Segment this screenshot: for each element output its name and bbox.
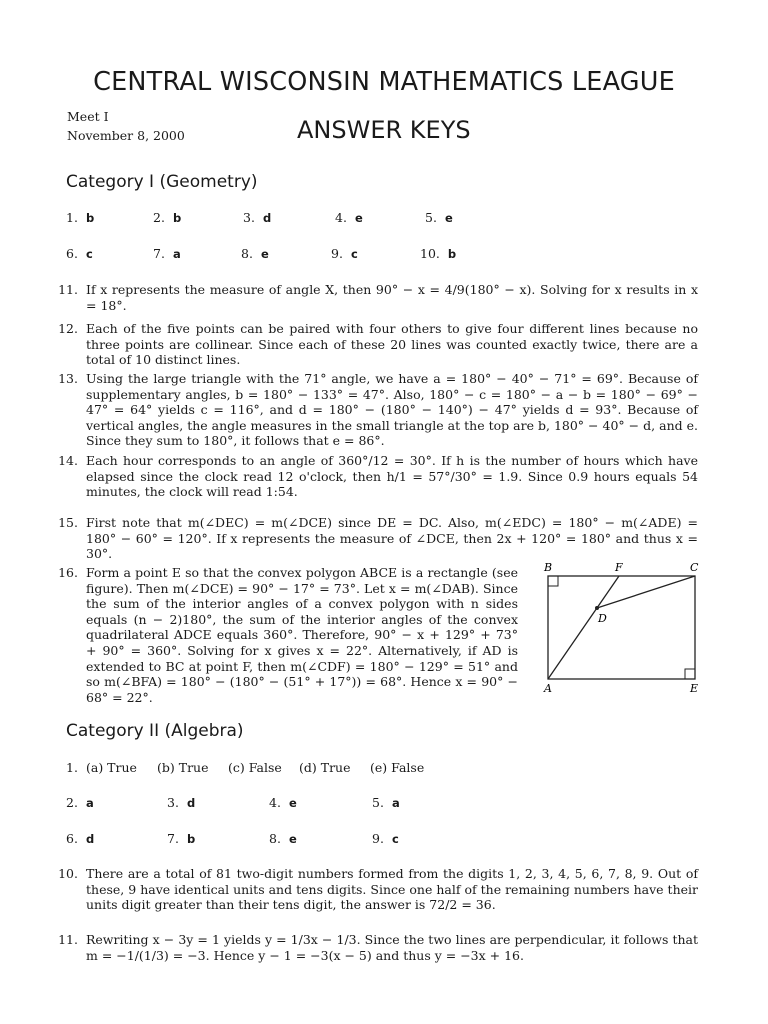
answer-item: 7. b: [167, 831, 196, 846]
true-false-item: (e) False: [370, 760, 425, 775]
answer-item: 2. a: [66, 795, 94, 810]
right-angle-b: [548, 576, 558, 586]
answer-item: 5. e: [425, 210, 453, 225]
rectangle-abce: [548, 576, 695, 679]
problem-text: If x represents the measure of angle X, then 90° − x = 4/9(180° − x). Solving for x results in x = 18°.: [86, 282, 698, 313]
answer-item: 3. d: [243, 210, 272, 225]
label-e: E: [690, 682, 699, 695]
segment-dc: [597, 576, 695, 608]
answer-item: 9. c: [331, 246, 358, 261]
answer-item: 10. b: [420, 246, 457, 261]
true-false-item: (c) False: [228, 760, 282, 775]
point-d: [595, 606, 599, 610]
true-false-item: (b) True: [157, 760, 209, 775]
answer-item: 6. c: [66, 246, 93, 261]
answer-item: 4. e: [269, 795, 297, 810]
label-b: B: [544, 561, 553, 574]
problem-text: Rewriting x − 3y = 1 yields y = 1/3x − 1/3. Since the two lines are perpendicular, it follows that m = −1/(1/3) = −3. Hence y − 1 = −3(x − 5) and thus y = −3x + 16.: [86, 932, 698, 963]
answer-item: 2. b: [153, 210, 182, 225]
problem-text: Each hour corresponds to an angle of 360°/12 = 30°. If h is the number of hours which have elapsed since the clock read 12 o'clock, then h/1 = 57°/30° = 1.9. Since 0.9 hours equals 54 minutes, the clock will read 1:54.: [86, 453, 698, 500]
answer-item: 3. d: [167, 795, 196, 810]
page-title: CENTRAL WISCONSIN MATHEMATICS LEAGUE: [93, 67, 675, 97]
answer-item: 1. b: [66, 210, 95, 225]
problem-text: Form a point E so that the convex polygon ABCE is a rectangle (see figure). Then m(∠DCE) = 90° − 17° = 73°. Let x = m(∠DAB). Since the sum of the interior angles of a convex polygon with n sides equals (n − 2)180°, the sum of the interior angles of the convex quadrilateral ADCE equals 360°. Therefore, 90° − x + 129° + 73° + 90° = 360°. Solving for x gives x = 22°. Alternatively, if AD is extended to BC at point F, then m(∠CDF) = 180° − 129° = 51° and so m(∠BFA) = 180° − (180° − (51° + 17°)) = 68°. Hence x = 90° − 68° = 22°.: [86, 565, 518, 705]
label-d: D: [598, 612, 607, 625]
true-false-item: (d) True: [299, 760, 351, 775]
problem-text: Each of the five points can be paired with four others to give four different lines because no three points are collinear. Since each of these 20 lines was counted exactly twice, there are a total of 10 distinct lines.: [86, 321, 698, 368]
page-subtitle: ANSWER KEYS: [297, 116, 471, 144]
label-a: A: [544, 682, 552, 695]
problem-text: Using the large triangle with the 71° angle, we have a = 180° − 40° − 71° = 69°. Because of supplementary angles, b = 180° − 133° = 47°. Also, 180° − c = 180° − a − b = 180° − 69° − 47° = 64° yields c = 116°, and d = 180° − (180° − 140°) − 47° yields d = 93°. Because of vertical angles, the angle measures in the small triangle at the top are b, 180° − 40° − d, and e. Since they sum to 180°, it follows that e = 86°.: [86, 371, 698, 449]
answer-item: 7. a: [153, 246, 181, 261]
meet-info: [67, 107, 185, 145]
label-c: C: [690, 561, 699, 574]
answer-item: 9. c: [372, 831, 399, 846]
category-1-heading: Category I (Geometry): [66, 172, 258, 192]
rectangle-figure: [538, 559, 708, 697]
answer-item: 8. e: [241, 246, 269, 261]
problem-text: There are a total of 81 two-digit numbers formed from the digits 1, 2, 3, 4, 5, 6, 7, 8, 9. Out of these, 9 have identical units and tens digits. Since one half of the remaining numbers have their units digit greater than their tens digit, the answer is 72/2 = 36.: [86, 866, 698, 913]
meet-number: Meet I: [67, 109, 109, 124]
answer-item: 5. a: [372, 795, 400, 810]
answer-item: 6. d: [66, 831, 95, 846]
question-number: 1.: [66, 760, 78, 775]
meet-date: November 8, 2000: [67, 128, 185, 143]
right-angle-e: [685, 669, 695, 679]
answer-item: 8. e: [269, 831, 297, 846]
category-2-heading: Category II (Algebra): [66, 721, 244, 741]
problem-text: First note that m(∠DEC) = m(∠DCE) since DE = DC. Also, m(∠EDC) = 180° − m(∠ADE) = 180° − 60° = 120°. If x represents the measure of ∠DCE, then 2x + 120° = 180° and thus x = 30°.: [86, 515, 698, 562]
answer-item: 4. e: [335, 210, 363, 225]
true-false-item: (a) True: [86, 760, 137, 775]
label-f: F: [615, 561, 623, 574]
segment-af: [548, 576, 619, 679]
